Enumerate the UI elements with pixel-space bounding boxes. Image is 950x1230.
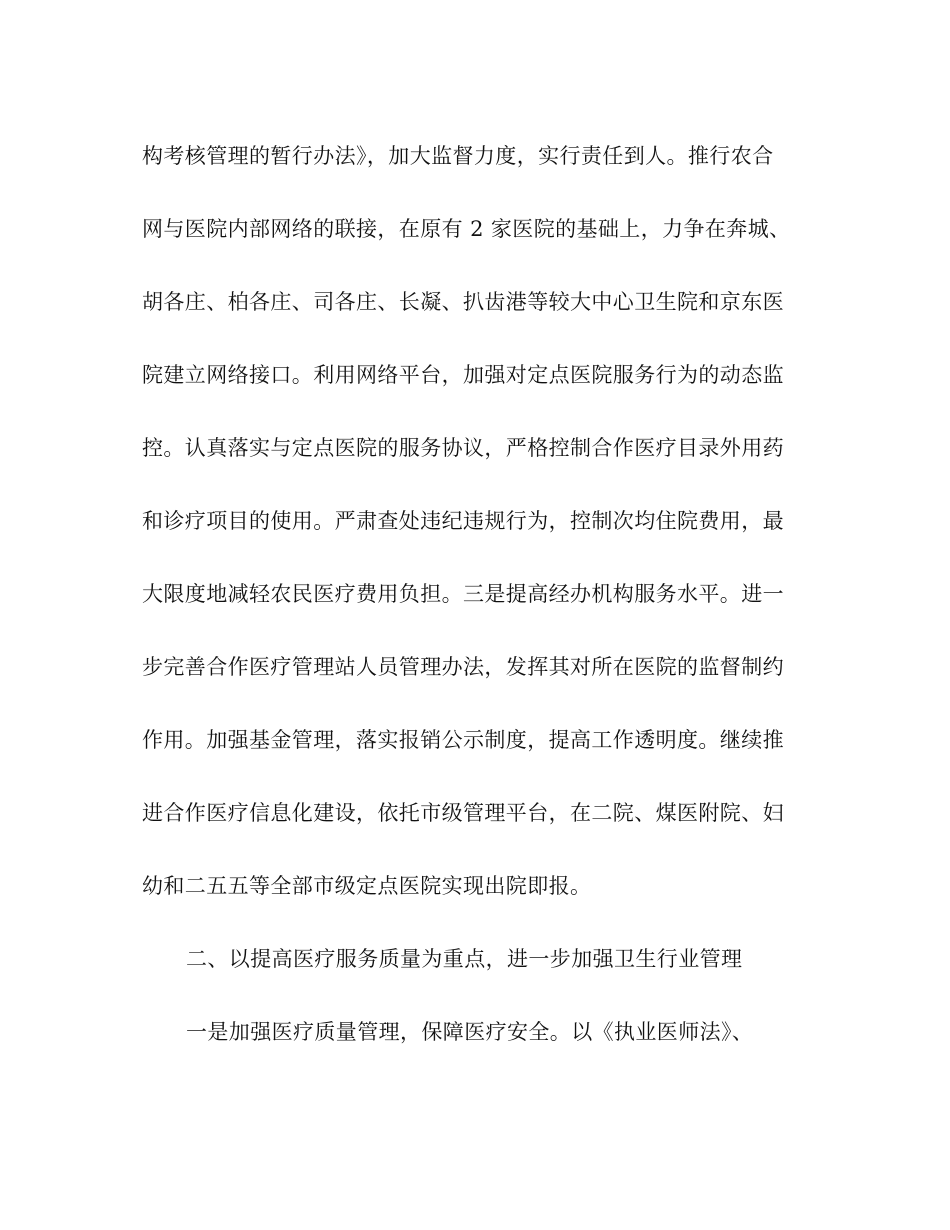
paragraph-line-11: 幼和二五五等全部市级定点医院实现出院即报。 [142,874,592,898]
paragraph-line-10: 进合作医疗信息化建设，依托市级管理平台，在二院、煤医附院、妇 [142,801,784,825]
paragraph-line-5: 控。认真落实与定点医院的服务协议，严格控制合作医疗目录外用药 [142,436,784,460]
paragraph-line-1: 构考核管理的暂行办法》，加大监督力度，实行责任到人。推行农合 [142,144,774,168]
paragraph-line-7: 大限度地减轻农民医疗费用负担。三是提高经办机构服务水平。进一 [142,582,784,606]
section-heading: 二、以提高医疗服务质量为重点，进一步加强卫生行业管理 [186,947,743,971]
paragraph-line-9: 作用。加强基金管理，落实报销公示制度，提高工作透明度。继续推 [142,728,784,752]
document-body [142,140,802,1089]
paragraph-line-8: 步完善合作医疗管理站人员管理办法，发挥其对所在医院的监督制约 [142,655,784,679]
paragraph-line-4: 院建立网络接口。利用网络平台，加强对定点医院服务行为的动态监 [142,363,784,387]
paragraph-line-13: 一是加强医疗质量管理，保障医疗安全。以《执业医师法》、 [186,1020,754,1044]
paragraph-line-3: 胡各庄、柏各庄、司各庄、长凝、扒齿港等较大中心卫生院和京东医 [142,290,784,314]
paragraph-line-2: 网与医院内部网络的联接，在原有 2 家医院的基础上，力争在奔城、 [142,217,791,241]
paragraph-line-6: 和诊疗项目的使用。严肃查处违纪违规行为，控制次均住院费用，最 [142,509,784,533]
